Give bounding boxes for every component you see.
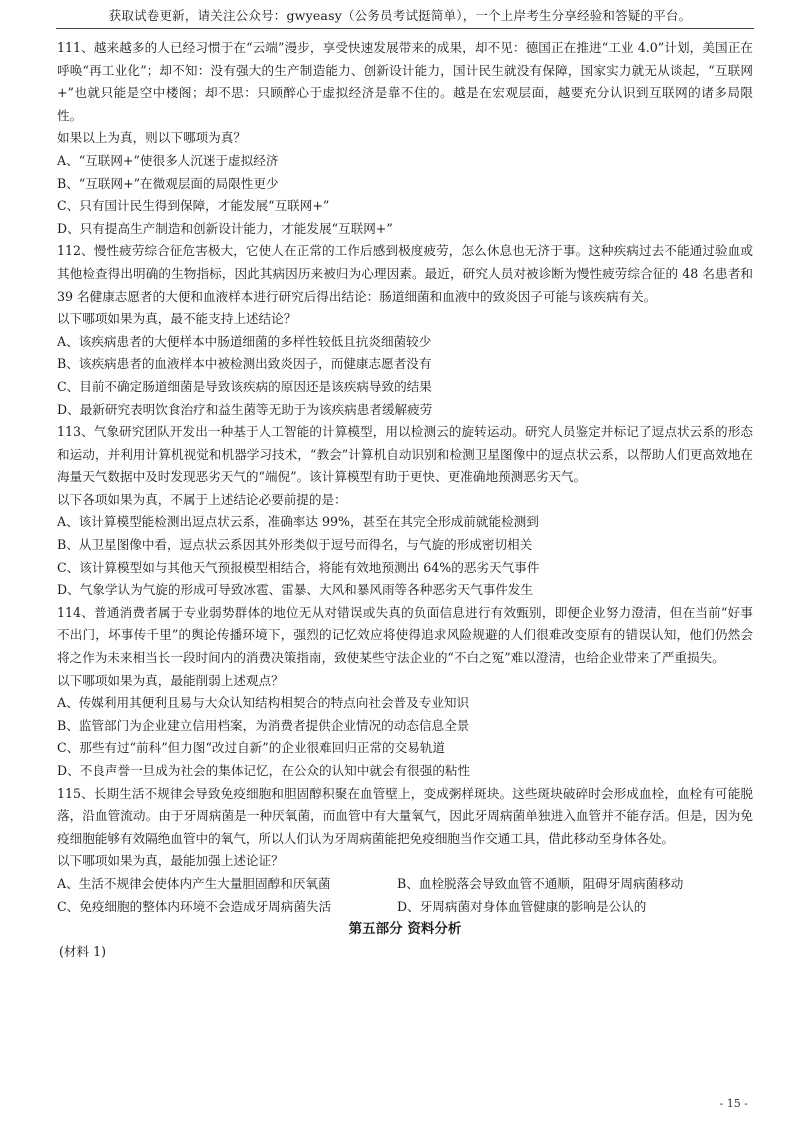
section-title: 第五部分 资料分析 (348, 921, 462, 938)
options-row (57, 896, 753, 919)
page-header: 获取试卷更新，请关注公众号：gwyeasy（公务员考试挺简单），一个上岸考生分享经验和答疑的平台。 (108, 8, 692, 23)
option-c: C、该计算模型如与其他天气预报模型相结合，将能有效地预测出 64%的恶劣天气事件 (57, 559, 540, 575)
question-stem: 111、越来越多的人已经习惯于在“云端”漫步，享受快速发展带来的成果，却不见：德国正在推进“工业 4.0”计划，美国正在呼唤“再工业化”；却不知：没有强大的生产制造能力、创新设计能力，国计民生就没有保障，国家实力就无从谈起，“互联网+”也就只能是空中楼阁；却不思：只顾醉心于虚拟经济是靠不住的。越是在宏观层面，越要充分认识到互联网的诸多局限性。 (57, 40, 753, 123)
question-stem: 115、长期生活不规律会导致免疫细胞和胆固醇积聚在血管壁上，变成粥样斑块。这些斑块破碎时会形成血栓，血栓有可能脱落，沿血管流动。由于牙周病菌是一种厌氧菌，而血管中有大量氧气，因此牙周病菌单独进入血管并不能存活。但是，因为免疫细胞能够有效隔绝血管中的氧气，所以人们认为牙周病菌能把免疫细胞当作交通工具，借此移动至身体各处。 (57, 785, 753, 846)
header-divider (56, 28, 754, 29)
option-a: A、该计算模型能检测出逗点状云系，准确率达 99%，甚至在其完全形成前就能检测到 (57, 514, 539, 530)
option-c: C、只有国计民生得到保障，才能发展“互联网+” (57, 198, 330, 214)
question-112 (57, 240, 753, 421)
option-d: D、最新研究表明饮食治疗和益生菌等无助于为该疾病患者缓解疲劳 (57, 401, 433, 417)
question-prompt: 如果以上为真，则以下哪项为真？ (57, 130, 246, 146)
option-a: A、“互联网+”使很多人沉迷于虚拟经济 (57, 152, 279, 168)
question-111 (57, 37, 753, 240)
option-b: B、从卫星图像中看，逗点状云系因其外形类似于逗号而得名，与气旋的形成密切相关 (57, 537, 533, 553)
option-b: B、该疾病患者的血液样本中被检测出致炎因子，而健康志愿者没有 (57, 356, 432, 372)
question-113 (57, 421, 753, 602)
page-number: - 15 - (719, 1097, 748, 1110)
option-d: D、气象学认为气旋的形成可导致冰雹、雷暴、大风和暴风雨等各种恶劣天气事件发生 (57, 582, 534, 598)
document-body (57, 37, 753, 963)
option-d: D、只有提高生产制造和创新设计能力，才能发展“互联网+” (57, 220, 393, 236)
option-c: C、目前不确定肠道细菌是导致该疾病的原因还是该疾病导致的结果 (57, 378, 432, 394)
question-prompt: 以下各项如果为真，不属于上述结论必要前提的是： (57, 491, 347, 507)
question-stem: 113、气象研究团队开发出一种基于人工智能的计算模型，用以检测云的旋转运动。研究人员鉴定并标记了逗点状云系的形态和运动，并利用计算机视觉和机器学习技术，“教会”计算机自动识别和检测卫星图像中的逗点状云系，以帮助人们更高效地在海量天气数据中及时发现恶劣天气的“端倪”。该计算模型有助于更快、更准确地预测恶劣天气。 (57, 424, 753, 485)
question-prompt: 以下哪项如果为真，最不能支持上述结论？ (57, 311, 297, 327)
question-prompt: 以下哪项如果为真，最能削弱上述观点？ (57, 672, 284, 688)
material-label: (材料 1) (59, 943, 107, 959)
option-a: A、该疾病患者的大便样本中肠道细菌的多样性较低且抗炎细菌较少 (57, 333, 432, 349)
question-stem: 112、慢性疲劳综合征危害极大，它使人在正常的工作后感到极度疲劳，怎么休息也无济于事。这种疾病过去不能通过验血或其他检查得出明确的生物指标，因此其病因历来被归为心理因素。最近，研究人员对被诊断为慢性疲劳综合征的 48 名患者和 39 名健康志愿者的大便和血液样本进行研究后得出结论：肠道细菌和血液中的致炎因子可能与该疾病有关。 (57, 243, 753, 304)
question-prompt: 以下哪项如果为真，最能加强上述论证？ (57, 853, 284, 869)
option-a: A、生活不规律会使体内产生大量胆固醇和厌氧菌 (57, 875, 331, 891)
option-d: D、牙周病菌对身体血管健康的影响是公认的 (397, 898, 647, 914)
options-row (57, 873, 753, 896)
question-stem: 114、普通消费者属于专业弱势群体的地位无从对错误或失真的负面信息进行有效甄别，即便企业努力澄清，但在当前“好事不出门，坏事传千里”的舆论传播环境下，强烈的记忆效应将使得追求风险规避的人们很难改变原有的错误认知，他们仍然会将之作为未来相当长一段时间内的消费决策指南，致使某些守法企业的“不白之冤”难以澄清，也给企业带来了严重损失。 (57, 604, 753, 666)
option-b: B、血栓脱落会导致血管不通顺，阻碍牙周病菌移动 (397, 875, 684, 891)
option-b: B、“互联网+”在微观层面的局限性更少 (57, 175, 279, 191)
option-c: C、那些有过“前科”但力图“改过自新”的企业很难回归正常的交易轨道 (57, 740, 446, 756)
question-115 (57, 783, 753, 919)
option-b: B、监管部门为企业建立信用档案，为消费者提供企业情况的动态信息全景 (57, 717, 470, 733)
option-a: A、传媒利用其便利且易与大众认知结构相契合的特点向社会普及专业知识 (57, 695, 470, 711)
option-c: C、免疫细胞的整体内环境不会造成牙周病菌失活 (57, 898, 332, 914)
option-d: D、不良声誉一旦成为社会的集体记忆，在公众的认知中就会有很强的粘性 (57, 763, 471, 778)
question-114 (57, 602, 753, 783)
